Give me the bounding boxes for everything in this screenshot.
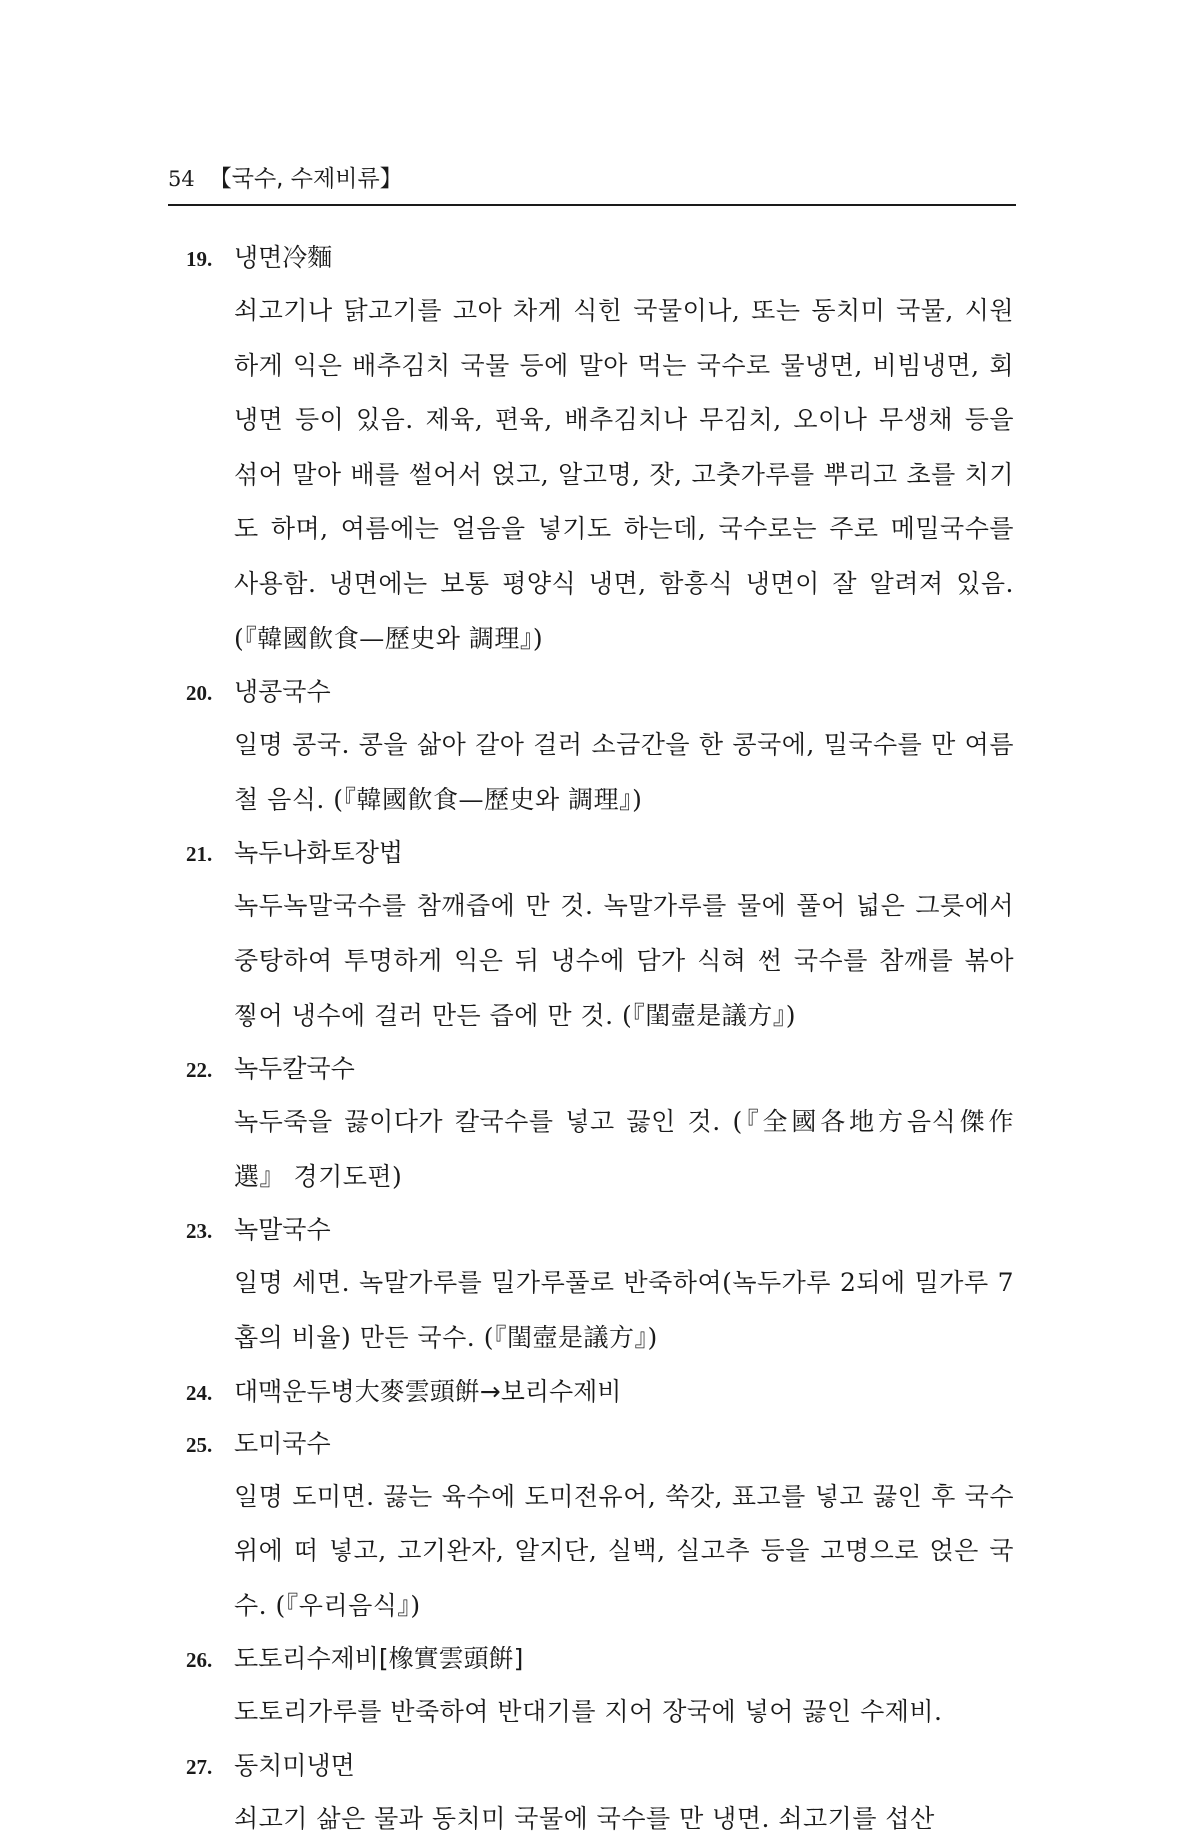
entry-27 bbox=[186, 1740, 1016, 1846]
entry-title: 도미국수 bbox=[234, 1428, 331, 1458]
entry-heading bbox=[186, 666, 1016, 718]
entry-heading bbox=[186, 1740, 1016, 1792]
entry-number: 24. bbox=[186, 1380, 213, 1405]
entry-heading bbox=[186, 1366, 1016, 1418]
entry-body: 일명 콩국. 콩을 삶아 갈아 걸러 소금간을 한 콩국에, 밀국수를 만 여름철 음식. (『韓國飮食—歷史와 調理』) bbox=[234, 730, 1014, 814]
entry-title: 도토리수제비[橡實雲頭餠] bbox=[234, 1644, 524, 1674]
entry-list bbox=[186, 232, 1016, 1846]
page-number: 54 bbox=[168, 167, 195, 191]
entry-number: 23. bbox=[186, 1219, 213, 1244]
entry-title: 냉면冷麵 bbox=[234, 243, 333, 272]
entry-19 bbox=[186, 232, 1016, 666]
entry-number: 26. bbox=[186, 1648, 213, 1673]
entry-title: 동치미냉면 bbox=[234, 1750, 355, 1780]
entry-body: 녹두죽을 끓이다가 칼국수를 넣고 끓인 것. (『全國各地方음식傑作選』 경기도편) bbox=[234, 1107, 1014, 1191]
page-header bbox=[168, 158, 1016, 206]
entry-number: 22. bbox=[186, 1058, 213, 1083]
entry-number: 27. bbox=[186, 1754, 213, 1779]
entry-heading bbox=[186, 1204, 1016, 1256]
entry-heading bbox=[186, 1418, 1016, 1470]
entry-20 bbox=[186, 666, 1016, 827]
entry-22 bbox=[186, 1043, 1016, 1204]
entry-number: 20. bbox=[186, 681, 213, 706]
entry-number: 21. bbox=[186, 842, 213, 867]
entry-title: 냉콩국수 bbox=[234, 677, 331, 707]
entry-body: 녹두녹말국수를 참깨즙에 만 것. 녹말가루를 물에 풀어 넓은 그릇에서 중탕하여 투명하게 익은 뒤 냉수에 담가 식혀 썬 국수를 참깨를 볶아 찧어 냉수에 걸러 만든 즙에 만 것. (『閨壼是議方』) bbox=[234, 891, 1014, 1030]
section-title: 【국수, 수제비류】 bbox=[208, 166, 403, 192]
entry-number: 19. bbox=[186, 247, 213, 271]
entry-24 bbox=[186, 1366, 1016, 1418]
entry-body: 쇠고기나 닭고기를 고아 차게 식힌 국물이나, 또는 동치미 국물, 시원하게 익은 배추김치 국물 등에 말아 먹는 국수로 물냉면, 비빔냉면, 회냉면 등이 있음. 제육, 편육, 배추김치나 무김치, 오이나 무생채 등을 섞어 말아 배를 썰어서 얹고, 알고명, 잣, 고춧가루를 뿌리고 초를 치기도 하며, 여름에는 얼음을 넣기도 하는데, 국수로는 주로 메밀국수를 사용함. 냉면에는 보통 평양식 냉면, 함흥식 냉면이 잘 알려져 있음. (『韓國飮食—歷史와 調理』) bbox=[234, 296, 1014, 653]
entry-body: 쇠고기 삶은 물과 동치미 국물에 국수를 만 냉면. 쇠고기를 섭산 bbox=[234, 1803, 935, 1833]
entry-title: 녹두칼국수 bbox=[234, 1054, 355, 1084]
entry-26 bbox=[186, 1633, 1016, 1740]
entry-body: 일명 도미면. 끓는 육수에 도미전유어, 쑥갓, 표고를 넣고 끓인 후 국수 위에 떠 넣고, 고기완자, 알지단, 실백, 실고추 등을 고명으로 얹은 국수. (『우리음식』) bbox=[234, 1481, 1014, 1620]
entry-21 bbox=[186, 827, 1016, 1043]
entry-number: 25. bbox=[186, 1432, 213, 1457]
entry-title: 녹두나화토장법 bbox=[234, 838, 404, 868]
entry-23 bbox=[186, 1204, 1016, 1365]
entry-title: 녹말국수 bbox=[234, 1215, 331, 1245]
entry-heading bbox=[186, 232, 1016, 284]
entry-body: 일명 세면. 녹말가루를 밀가루풀로 반죽하여(녹두가루 2되에 밀가루 7홉의 비율) 만든 국수. (『閨壼是議方』) bbox=[234, 1268, 1014, 1352]
entry-25 bbox=[186, 1418, 1016, 1634]
entry-heading bbox=[186, 1043, 1016, 1095]
entry-heading bbox=[186, 827, 1016, 879]
entry-body: 도토리가루를 반죽하여 반대기를 지어 장국에 넣어 끓인 수제비. bbox=[234, 1697, 943, 1727]
entry-heading bbox=[186, 1633, 1016, 1685]
entry-title: 대맥운두병大麥雲頭餠→보리수제비 bbox=[234, 1376, 622, 1406]
